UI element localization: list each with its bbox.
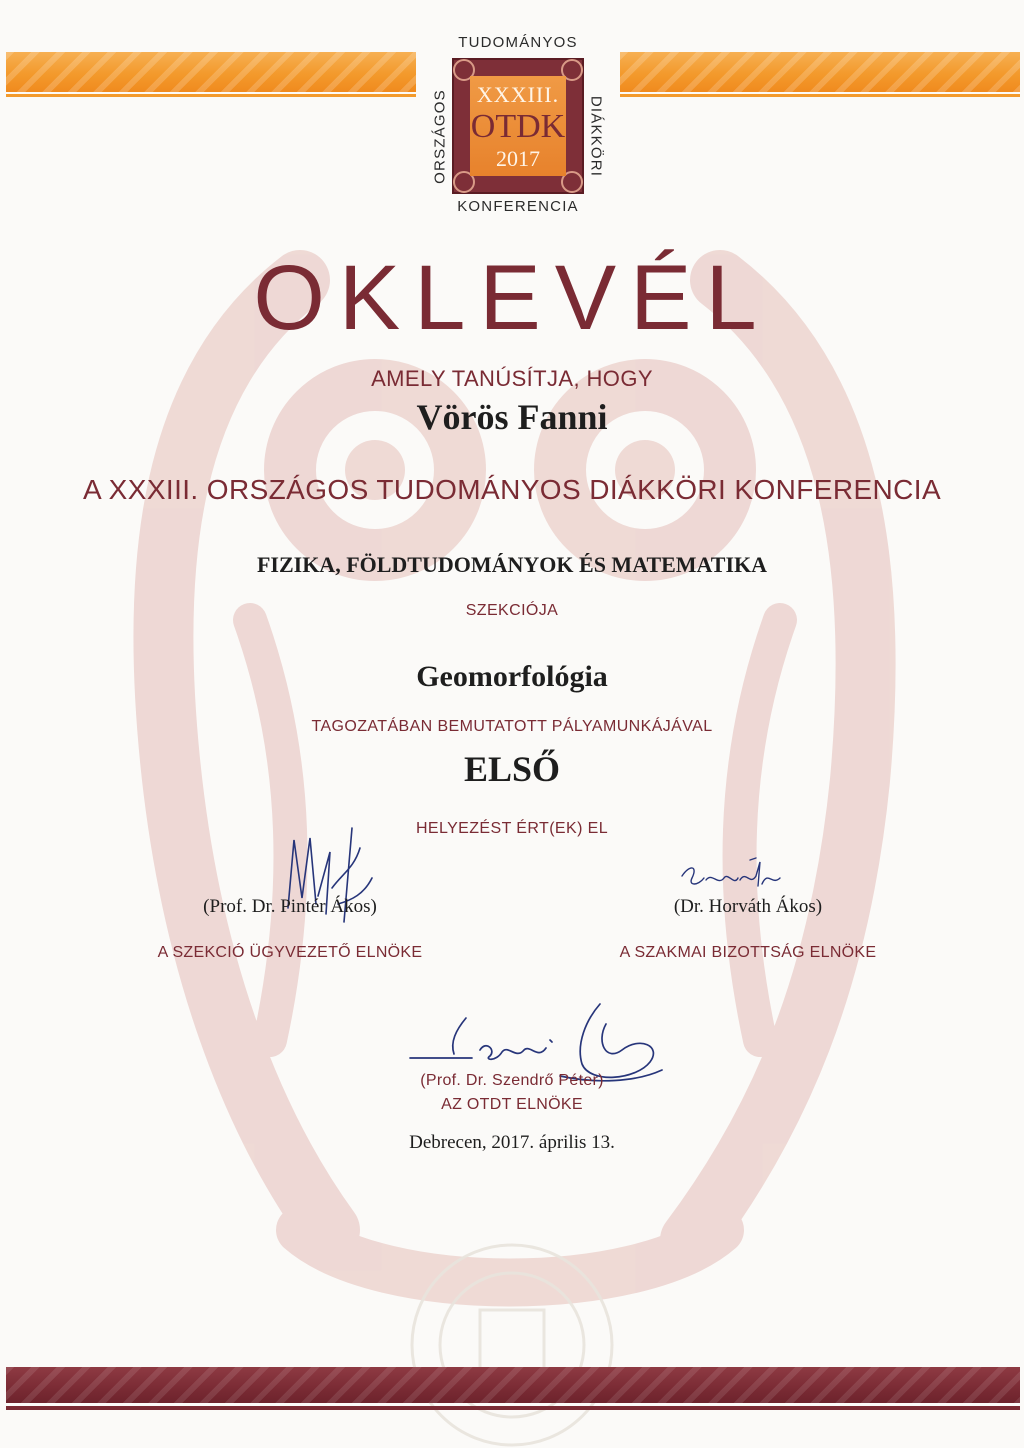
intro-text: AMELY TANÚSÍTJA, HOGY (371, 366, 653, 391)
logo-edition: XXXIII. (476, 82, 560, 107)
logo-year: 2017 (496, 146, 540, 171)
signatory-center-role: AZ OTDT ELNÖKE (441, 1096, 583, 1113)
conference-name: A XXXIII. ORSZÁGOS TUDOMÁNYOS DIÁKKÖRI KONFERENCIA (82, 474, 942, 505)
section-name: FIZIKA, FÖLDTUDOMÁNYOK ÉS MATEMATIKA (256, 552, 768, 577)
diploma-title: OKLEVÉL (253, 247, 771, 349)
logo-acronym: OTDK (470, 108, 566, 145)
top-band-left (6, 52, 416, 92)
logo-top-text: TUDOMÁNYOS (458, 34, 578, 51)
bottom-band (6, 1367, 1020, 1403)
logo-emblem (452, 58, 584, 194)
signatory-right-name: (Dr. Horváth Ákos) (673, 896, 823, 917)
otdk-logo (418, 32, 618, 222)
top-band-right (620, 52, 1020, 92)
logo-left-text: ORSZÁGOS (431, 89, 449, 184)
logo-bottom-text: KONFERENCIA (457, 198, 579, 215)
signatory-left-role: A SZEKCIÓ ÜGYVEZETŐ ELNÖKE (157, 944, 423, 961)
placement-suffix: HELYEZÉST ÉRT(EK) EL (415, 820, 609, 837)
signatory-right-role: A SZAKMAI BIZOTTSÁG ELNÖKE (619, 944, 877, 961)
signatory-center-name: (Prof. Dr. Szendrő Péter) (420, 1072, 604, 1089)
signatory-left-name: (Prof. Dr. Pintér Ákos) (203, 896, 377, 917)
recipient-name: Vörös Fanni (416, 397, 608, 437)
track-suffix: TAGOZATÁBAN BEMUTATOTT PÁLYAMUNKÁJÁVAL (311, 718, 713, 735)
placement: ELSŐ (463, 749, 561, 789)
section-suffix: SZEKCIÓJA (465, 602, 559, 619)
bottom-band-line (6, 1406, 1020, 1410)
logo-right-text: DIÁKKÖRI (587, 95, 605, 178)
issue-date: Debrecen, 2017. április 13. (409, 1132, 615, 1153)
track-name: Geomorfológia (416, 660, 608, 693)
